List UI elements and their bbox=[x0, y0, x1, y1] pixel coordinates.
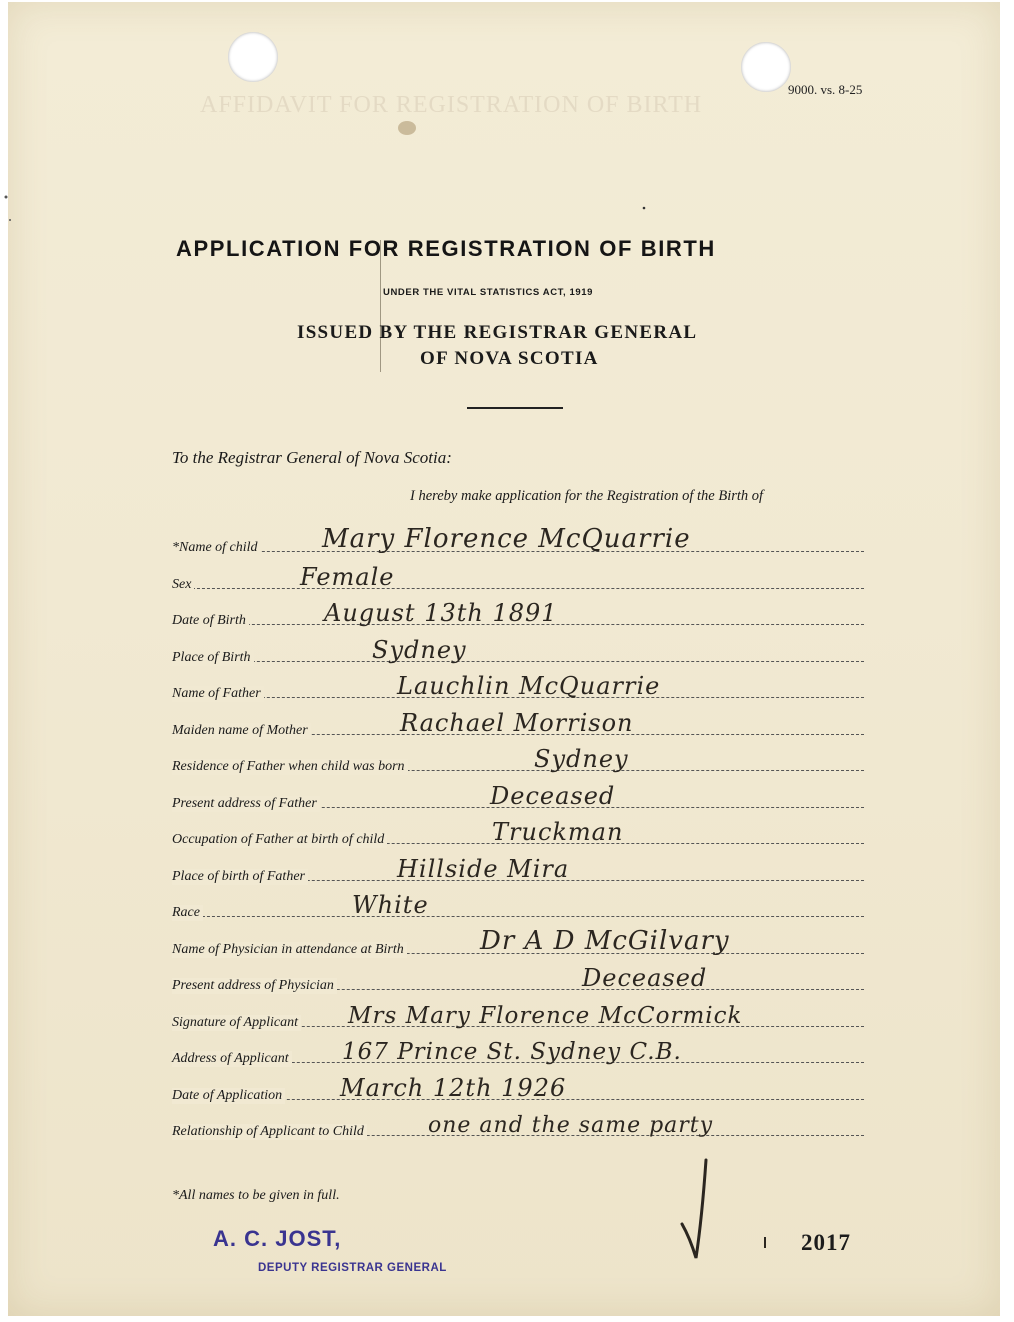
field-name-of-physician bbox=[172, 924, 864, 960]
registration-number: 2017 bbox=[801, 1230, 851, 1255]
field-value: Sydney bbox=[534, 745, 629, 773]
field-maiden-name-of-mother bbox=[172, 705, 864, 741]
field-value: Mary Florence McQuarrie bbox=[322, 524, 691, 554]
field-date-of-birth bbox=[172, 595, 864, 631]
issuer-line-1: ISSUED BY THE REGISTRAR GENERAL bbox=[297, 322, 698, 343]
field-label: Relationship of Applicant to Child bbox=[172, 1124, 367, 1140]
ink-mark bbox=[760, 1236, 770, 1250]
issuer bbox=[297, 320, 777, 372]
stamp-title: DEPUTY REGISTRAR GENERAL bbox=[258, 1262, 447, 1274]
field-race bbox=[172, 887, 864, 923]
field-label: Race bbox=[172, 905, 203, 921]
field-label: Maiden name of Mother bbox=[172, 723, 311, 739]
field-label: Name of Father bbox=[172, 686, 264, 702]
field-name-of-father bbox=[172, 668, 864, 704]
field-present-address-of-father bbox=[172, 778, 864, 814]
field-value: August 13th 1891 bbox=[324, 599, 558, 627]
field-value: White bbox=[352, 891, 429, 919]
field-value: Lauchlin McQuarrie bbox=[397, 672, 661, 700]
salutation: To the Registrar General of Nova Scotia: bbox=[172, 448, 452, 467]
show-through-heading: AFFIDAVIT FOR REGISTRATION OF BIRTH bbox=[200, 92, 703, 118]
field-value: Truckman bbox=[492, 818, 624, 846]
field-value: 167 Prince St. Sydney C.B. bbox=[342, 1039, 682, 1065]
field-label: Occupation of Father at birth of child bbox=[172, 832, 387, 848]
field-label: *Name of child bbox=[172, 540, 261, 556]
field-label: Sex bbox=[172, 577, 194, 593]
field-sex bbox=[172, 559, 864, 595]
issuer-line-2: OF NOVA SCOTIA bbox=[420, 348, 599, 369]
field-label: Place of Birth bbox=[172, 650, 254, 666]
field-value: one and the same party bbox=[428, 1113, 714, 1138]
field-present-address-of-physician bbox=[172, 960, 864, 996]
field-value: March 12th 1926 bbox=[340, 1074, 567, 1102]
field-label: Residence of Father when child was born bbox=[172, 759, 408, 775]
field-label: Present address of Father bbox=[172, 796, 320, 812]
field-name-of-child bbox=[172, 522, 864, 558]
field-relationship-to-child bbox=[172, 1106, 864, 1142]
form-code: 9000. vs. 8-25 bbox=[788, 82, 863, 97]
field-label: Place of birth of Father bbox=[172, 869, 308, 885]
field-value: Female bbox=[300, 563, 395, 591]
form-title: APPLICATION FOR REGISTRATION OF BIRTH bbox=[176, 236, 716, 261]
title-divider bbox=[467, 407, 563, 409]
field-label: Date of Birth bbox=[172, 613, 249, 629]
field-value: Deceased bbox=[490, 782, 616, 810]
check-mark-icon bbox=[676, 1158, 746, 1268]
field-label: Present address of Physician bbox=[172, 978, 337, 994]
field-occupation-of-father bbox=[172, 814, 864, 850]
application-statement: I hereby make application for the Registration of the Birth of bbox=[410, 488, 764, 504]
field-value: Mrs Mary Florence McCormick bbox=[348, 1003, 743, 1029]
field-signature-of-applicant bbox=[172, 997, 864, 1033]
field-value: Hillside Mira bbox=[397, 855, 570, 883]
field-label: Name of Physician in attendance at Birth bbox=[172, 942, 407, 958]
field-residence-of-father bbox=[172, 741, 864, 777]
field-label: Address of Applicant bbox=[172, 1051, 292, 1067]
stamp-name: A. C. JOST, bbox=[213, 1226, 342, 1251]
field-value: Sydney bbox=[372, 636, 467, 664]
field-date-of-application bbox=[172, 1070, 864, 1106]
field-address-of-applicant bbox=[172, 1033, 864, 1069]
field-value: Rachael Morrison bbox=[400, 709, 634, 737]
field-value: Dr A D McGilvary bbox=[480, 926, 730, 956]
field-value: Deceased bbox=[582, 964, 708, 992]
form-subtitle: UNDER THE VITAL STATISTICS ACT, 1919 bbox=[383, 287, 594, 298]
field-place-of-birth-of-father bbox=[172, 851, 864, 887]
field-label: Date of Application bbox=[172, 1088, 285, 1104]
field-label: Signature of Applicant bbox=[172, 1015, 301, 1031]
field-place-of-birth bbox=[172, 632, 864, 668]
footnote: *All names to be given in full. bbox=[172, 1188, 340, 1203]
